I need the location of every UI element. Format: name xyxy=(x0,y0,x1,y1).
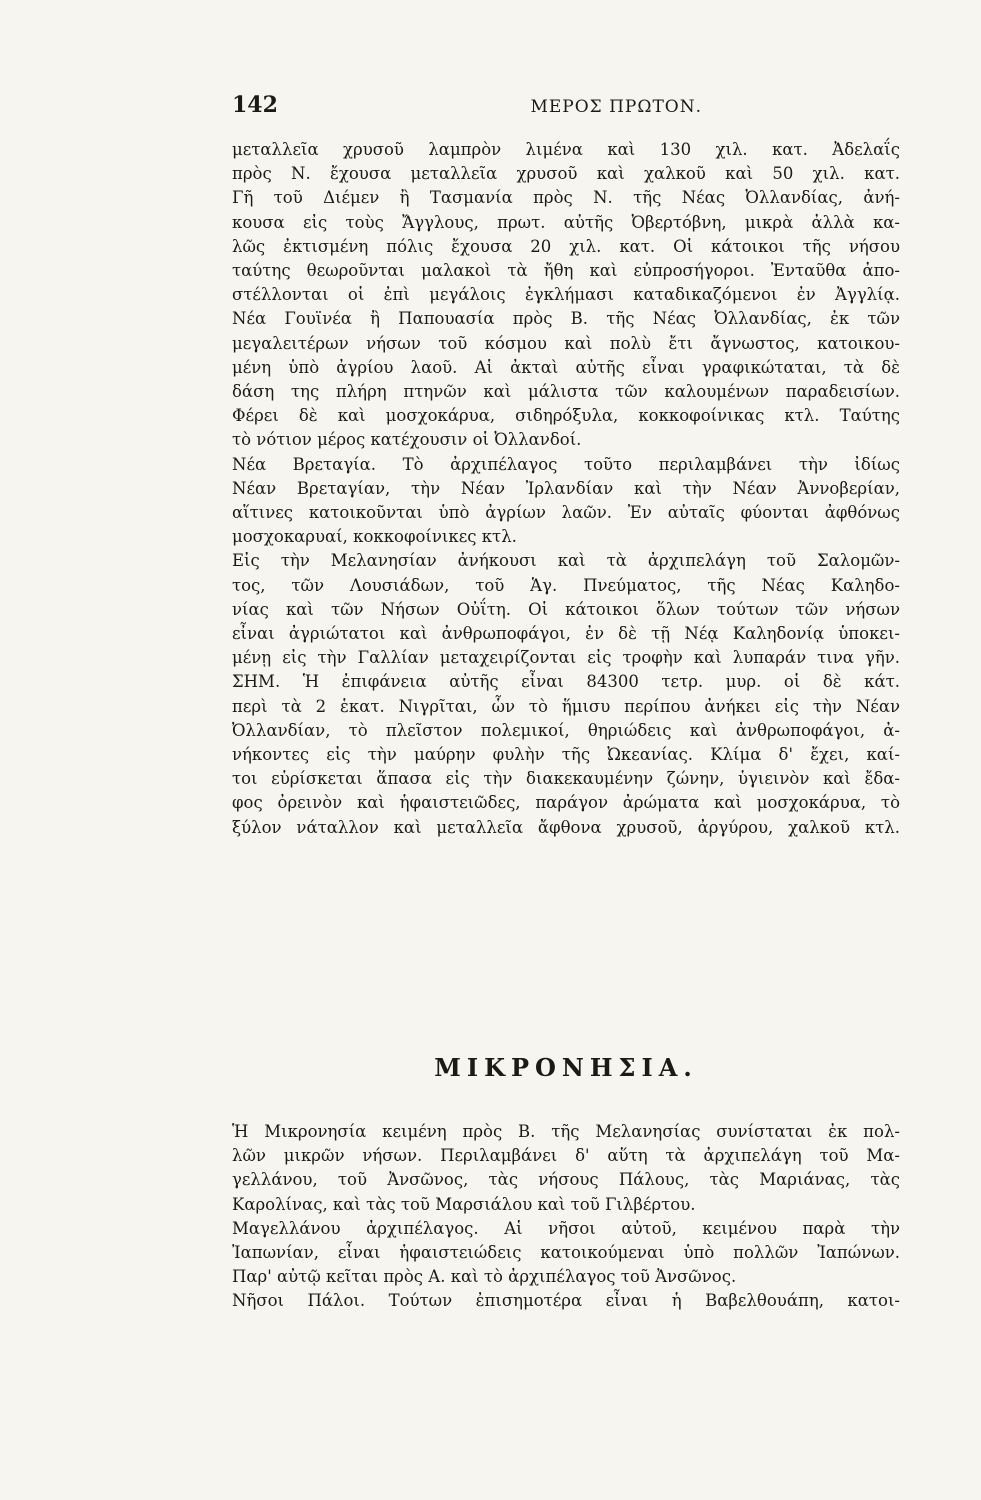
text-line: μεταλλεῖα χρυσοῦ λαμπρὸν λιμένα καὶ 130 χιλ. κατ. Ἀδελαΐς xyxy=(232,140,900,159)
text-line: Νέα Βρεταγία. Τὸ ἀρχιπέλαγος τοῦτο περιλαμβάνει τὴν ἰδίως xyxy=(232,454,900,474)
text-line: Εἰς τὴν Μελανησίαν ἀνήκουσι καὶ τὰ ἀρχιπελάγη τοῦ Σαλομῶν- xyxy=(232,551,900,571)
text-line: στέλλονται οἱ ἐπὶ μεγάλοις ἐγκλήμασι καταδικαζόμενοι ἐν Ἀγγλίᾳ. xyxy=(232,285,900,305)
text-line: κουσα εἰς τοὺς Ἄγγλους, πρωτ. αὐτῆς Ὀβερτόβνη, μικρὰ ἀλλὰ κα- xyxy=(232,212,900,232)
text-line: Φέρει δὲ καὶ μοσχοκάρυα, σιδηρόξυλα, κοκκοφοίνικας κτλ. Ταύτης xyxy=(232,406,900,426)
text-line: Γῆ τοῦ Διέμεν ἢ Τασμανία πρὸς Ν. τῆς Νέας Ὀλλανδίας, ἀνή- xyxy=(232,188,900,208)
text-line: γελλάνου, τοῦ Ἀνσῶνος, τὰς νήσους Πάλους, τὰς Μαριάνας, τὰς xyxy=(232,1170,900,1190)
text-line: ΣΗΜ. Ἡ ἐπιφάνεια αὐτῆς εἶναι 84300 τετρ. μυρ. οἱ δὲ κάτ. xyxy=(232,672,900,692)
text-line: Ἰαπωνίαν, εἶναι ἡφαιστειώδεις κατοικούμεναι ὑπὸ πολλῶν Ἰαπώνων. xyxy=(232,1243,900,1263)
text-line: λῶν μικρῶν νήσων. Περιλαμβάνει δ' αὕτη τὰ ἀρχιπελάγη τοῦ Μα- xyxy=(232,1146,900,1166)
text-line: εἶναι ἀγριώτατοι καὶ ἀνθρωποφάγοι, ἐν δὲ τῇ Νέᾳ Καληδονίᾳ ὑποκει- xyxy=(232,624,900,644)
page-number: 142 xyxy=(232,92,278,118)
text-line: ξύλον νάταλλον καὶ μεταλλεῖα ἄφθονα χρυσοῦ, ἀργύρου, χαλκοῦ κτλ. xyxy=(232,817,900,837)
text-line: νίας καὶ τῶν Νήσων Οὐΐτη. Οἱ κάτοικοι ὅλων τούτων τῶν νήσων xyxy=(232,599,900,619)
text-line: Ὀλλανδίαν, τὸ πλεῖστον πολεμικοί, θηριώδεις καὶ ἀνθρωποφάγοι, ἀ- xyxy=(232,720,900,740)
text-line: τος, τῶν Λουσιάδων, τοῦ Ἁγ. Πνεύματος, τῆς Νέας Καληδο- xyxy=(232,575,900,595)
text-line: πρὸς Ν. ἔχουσα μεταλλεῖα χρυσοῦ καὶ χαλκοῦ καὶ 50 χιλ. κατ. xyxy=(232,164,900,184)
page-header xyxy=(232,92,902,122)
text-line: Ἡ Μικρονησία κειμένη πρὸς Β. τῆς Μελανησίας συνίσταται ἐκ πολ- xyxy=(232,1122,900,1141)
text-line: τοι εὑρίσκεται ἅπασα εἰς τὴν διακεκαυμένην ζώνην, ὑγιεινὸν καὶ ἔδα- xyxy=(232,769,900,789)
text-line: λῶς ἐκτισμένη πόλις ἔχουσα 20 χιλ. κατ. Οἱ κάτοικοι τῆς νήσου xyxy=(232,236,900,256)
section-heading: ΜΙΚΡΟΝΗΣΙΑ. xyxy=(434,1053,698,1082)
text-line: φος ὀρεινὸν καὶ ἡφαιστειῶδες, παράγον ἀρώματα καὶ μοσχοκάρυα, τὸ xyxy=(232,793,900,813)
text-line: Νῆσοι Πάλοι. Τούτων ἐπισημοτέρα εἶναι ἡ Βαβελθουάπη, κατοι- xyxy=(232,1291,900,1311)
text-line: Μαγελλάνου ἀρχιπέλαγος. Αἱ νῆσοι αὐτοῦ, κειμένου παρὰ τὴν xyxy=(232,1218,900,1238)
running-head: ΜΕΡΟΣ ΠΡΩΤΟΝ. xyxy=(530,97,702,117)
section-text xyxy=(232,1120,900,1314)
text-line: Παρ' αὐτῷ κεῖται πρὸς Α. καὶ τὸ ἀρχιπέλαγος τοῦ Ἀνσῶνος. xyxy=(232,1267,737,1287)
text-line: ταύτης θεωροῦνται μαλακοὶ τὰ ἤθη καὶ εὐπροσήγοροι. Ἐνταῦθα ἀπο- xyxy=(232,261,900,281)
text-line: μένῃ εἰς τὴν Γαλλίαν μεταχειρίζονται εἰς τροφὴν καὶ λυπαράν τινα γῆν. xyxy=(232,648,900,668)
text-line: νήκοντες εἰς τὴν μαύρην φυλὴν τῆς Ὠκεανίας. Κλίμα δ' ἔχει, καί- xyxy=(232,745,900,765)
body-text xyxy=(232,138,900,840)
text-line: μοσχοκαρυαί, κοκκοφοίνικες κτλ. xyxy=(232,527,517,547)
text-line: Νέαν Βρεταγίαν, τὴν Νέαν Ἰρλανδίαν καὶ τὴν Νέαν Ἀννοβερίαν, xyxy=(232,478,900,498)
text-line: περὶ τὰ 2 ἑκατ. Νιγρῖται, ὧν τὸ ἥμισυ περίπου ἀνήκει εἰς τὴν Νέαν xyxy=(232,696,900,716)
text-line: τὸ νότιον μέρος κατέχουσιν οἱ Ὀλλανδοί. xyxy=(232,430,582,450)
text-line: αἵτινες κατοικοῦνται ὑπὸ ἀγρίων λαῶν. Ἐν αὐταῖς φύονται ἀφθόνως xyxy=(232,503,900,523)
text-line: μένη ὑπὸ ἀγρίου λαοῦ. Αἱ ἀκταὶ αὐτῆς εἶναι γραφικώταται, τὰ δὲ xyxy=(232,357,900,377)
text-line: δάση της πλήρη πτηνῶν καὶ μάλιστα τῶν καλουμένων παραδεισίων. xyxy=(232,382,900,402)
text-line: Καρολίνας, καὶ τὰς τοῦ Μαρσιάλου καὶ τοῦ Γιλβέρτου. xyxy=(232,1194,696,1214)
text-line: μεγαλειτέρων νήσων τοῦ κόσμου καὶ πολὺ ἔτι ἄγνωστος, κατοικου- xyxy=(232,333,900,353)
text-line: Νέα Γουϊνέα ἢ Παπουασία πρὸς Β. τῆς Νέας Ὀλλανδίας, ἐκ τῶν xyxy=(232,309,900,329)
